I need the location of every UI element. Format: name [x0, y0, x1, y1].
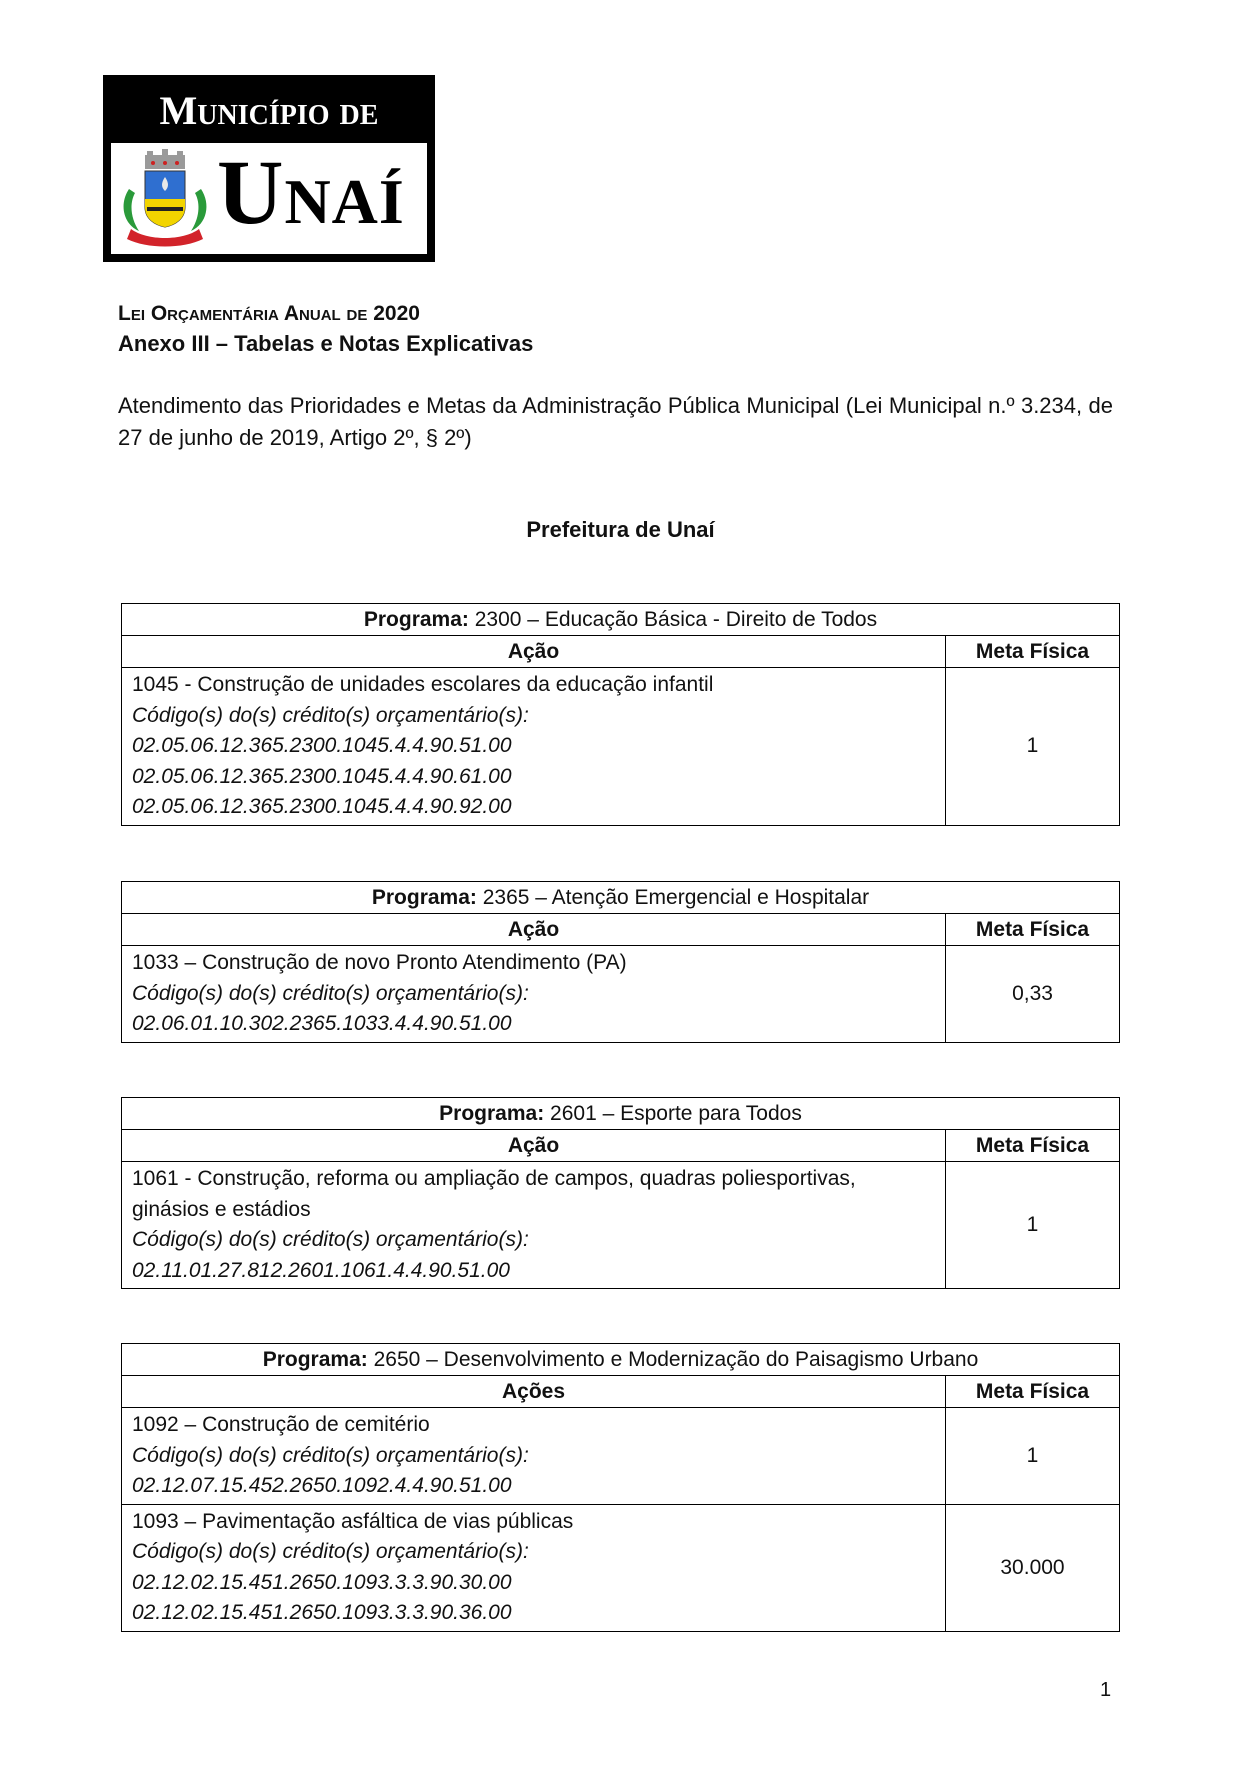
- table-row: [122, 946, 1120, 1043]
- intro-paragraph: Atendimento das Prioridades e Metas da Administração Pública Municipal (Lei Municipal n.º 3.234, de 27 de junho de 2019, Artigo 2º, § 2º): [118, 393, 1113, 450]
- meta-fisica-cell: 1: [946, 1162, 1120, 1289]
- programa-table: [121, 603, 1120, 826]
- column-header-acao: Ação: [122, 1130, 946, 1162]
- acao-cell: 1093 – Pavimentação asfáltica de vias públicas Código(s) do(s) crédito(s) orçamentário(s): 02.12.02.15.451.2650.1093.3.3.90.30.00 02.12.02.15.451.2650.1093.3.3.90.36.00: [122, 1504, 946, 1631]
- table-row: [122, 668, 1120, 826]
- document-title: Lei Orçamentária Anual de 2020: [118, 302, 420, 325]
- column-header-acao: Ação: [122, 636, 946, 668]
- acao-cell: 1045 - Construção de unidades escolares da educação infantil Código(s) do(s) crédito(s) orçamentário(s): 02.05.06.12.365.2300.1045.4.4.90.51.00 02.05.06.12.365.2300.1045.4.4.90.61.00 02.05.06.12.365.2300.1045.4.4.90.92.00: [122, 668, 946, 826]
- page-number: 1: [1100, 1679, 1112, 1701]
- column-header-meta: Meta Física: [946, 1130, 1120, 1162]
- logo-top-text: Município de: [159, 88, 379, 133]
- programa-title: Programa: 2601 – Esporte para Todos: [122, 1098, 1120, 1130]
- column-header-meta: Meta Física: [946, 636, 1120, 668]
- programa-table: [121, 881, 1120, 1043]
- programa-title: Programa: 2365 – Atenção Emergencial e Hospitalar: [122, 882, 1120, 914]
- acao-cell: 1092 – Construção de cemitério Código(s) do(s) crédito(s) orçamentário(s): 02.12.07.15.452.2650.1092.4.4.90.51.00: [122, 1408, 946, 1505]
- coat-of-arms-icon: [119, 149, 211, 247]
- column-header-acao: Ação: [122, 914, 946, 946]
- annex-title: Anexo III – Tabelas e Notas Explicativas: [118, 331, 534, 356]
- programa-table: [121, 1343, 1120, 1632]
- logo-name: Unaí: [217, 141, 405, 243]
- logo-panel: [111, 143, 427, 254]
- acao-cell: 1061 - Construção, reforma ou ampliação de campos, quadras poliesportivas, ginásios e estádios Código(s) do(s) crédito(s) orçamentário(s): 02.11.01.27.812.2601.1061.4.4.90.51.00: [122, 1162, 946, 1289]
- programa-title: Programa: 2650 – Desenvolvimento e Modernização do Paisagismo Urbano: [122, 1344, 1120, 1376]
- table-row: [122, 1162, 1120, 1289]
- column-header-meta: Meta Física: [946, 914, 1120, 946]
- column-header-meta: Meta Física: [946, 1376, 1120, 1408]
- section-heading: Prefeitura de Unaí: [526, 517, 715, 542]
- meta-fisica-cell: 1: [946, 668, 1120, 826]
- acao-cell: 1033 – Construção de novo Pronto Atendimento (PA) Código(s) do(s) crédito(s) orçamentário(s): 02.06.01.10.302.2365.1033.4.4.90.51.00: [122, 946, 946, 1043]
- municipality-logo: [103, 75, 435, 262]
- column-header-acao: Ações: [122, 1376, 946, 1408]
- meta-fisica-cell: 0,33: [946, 946, 1120, 1043]
- table-row: [122, 1408, 1120, 1505]
- table-row: [122, 1504, 1120, 1631]
- meta-fisica-cell: 30.000: [946, 1504, 1120, 1631]
- programa-table: [121, 1097, 1120, 1289]
- meta-fisica-cell: 1: [946, 1408, 1120, 1505]
- programa-title: Programa: 2300 – Educação Básica - Direito de Todos: [122, 604, 1120, 636]
